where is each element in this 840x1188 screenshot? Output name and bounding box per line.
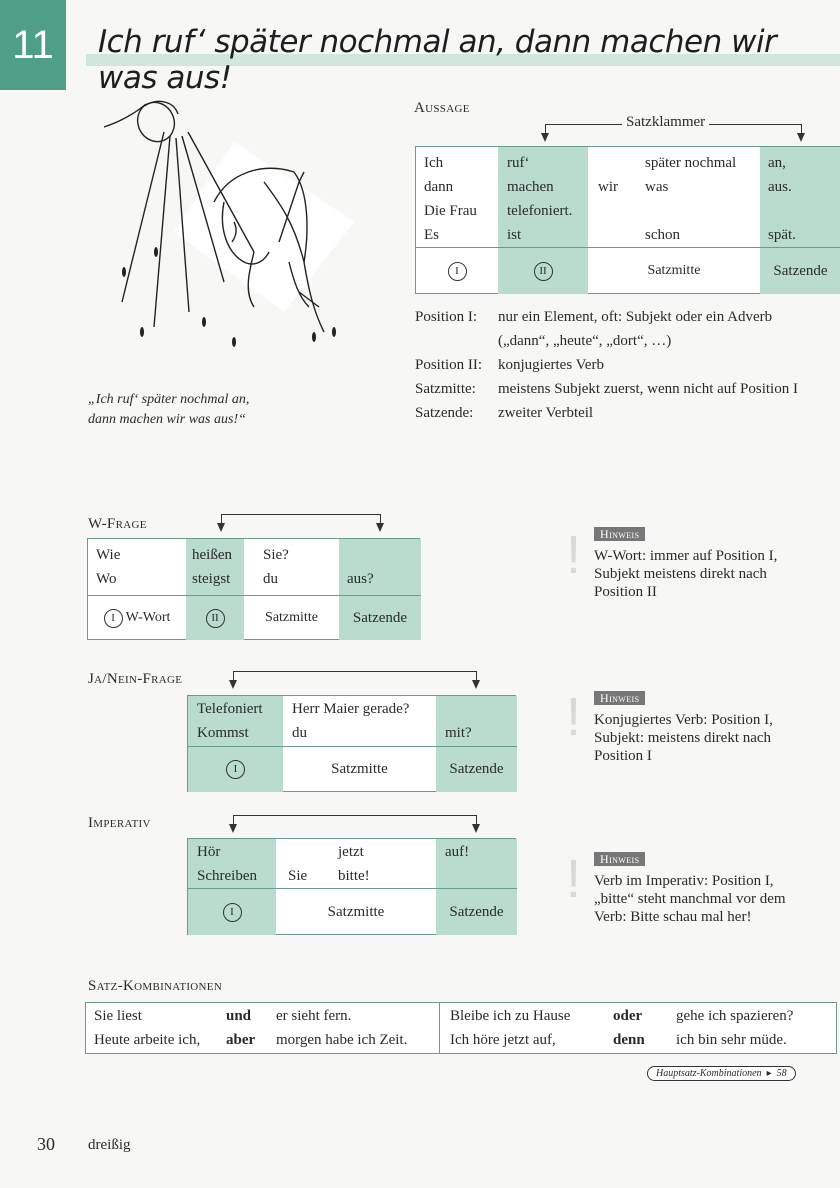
table-cell: aus? bbox=[347, 571, 374, 587]
cross-reference-text: Hauptsatz-Kombinationen bbox=[656, 1068, 762, 1079]
table-cell: Herr Maier gerade? bbox=[292, 701, 410, 717]
wwort-label: W-Wort bbox=[125, 610, 171, 625]
kombi-right-col-3 bbox=[676, 1004, 793, 1052]
note-text: zweiter Verbteil bbox=[498, 405, 594, 421]
janein-label: Ja/Nein-Frage bbox=[88, 671, 183, 687]
wfrage-col-2 bbox=[192, 543, 232, 591]
kombi-left-col-3 bbox=[276, 1004, 407, 1052]
satzmitte-label: Satzmitte bbox=[647, 263, 701, 278]
hinweis-tag: Hinweis bbox=[594, 691, 645, 705]
note-row bbox=[415, 401, 840, 425]
table-cell: Sie liest bbox=[94, 1008, 142, 1024]
table-cell: heißen bbox=[192, 547, 232, 563]
table-cell: schon bbox=[645, 227, 680, 243]
satzklammer-label: Satzklammer bbox=[622, 114, 709, 131]
aussage-col-5 bbox=[768, 151, 796, 247]
table-cell: Hör bbox=[197, 844, 221, 860]
bracket-arrow bbox=[376, 523, 384, 532]
table-cell: Heute arbeite ich, bbox=[94, 1032, 201, 1048]
table-cell: Wo bbox=[96, 571, 117, 587]
hinweis-line: Subjekt: meistens direkt nach bbox=[594, 730, 772, 746]
note-term: Position II: bbox=[415, 357, 483, 373]
table-cell: Wie bbox=[96, 547, 121, 563]
imperativ-col-3 bbox=[338, 840, 370, 888]
cross-reference-page: 58 bbox=[776, 1068, 787, 1079]
wfrage-col-1 bbox=[96, 543, 120, 591]
table-cell: jetzt bbox=[338, 844, 364, 860]
wfrage-table bbox=[87, 538, 420, 640]
position-1-marker: I bbox=[226, 760, 245, 779]
table-cell: telefoniert. bbox=[507, 203, 573, 219]
position-1-marker: I bbox=[223, 903, 242, 922]
table-cell: Sie bbox=[288, 868, 308, 884]
table-cell: spät. bbox=[768, 227, 796, 243]
bracket-arrow bbox=[229, 824, 237, 833]
position-1-marker: I bbox=[104, 609, 123, 628]
hinweis-line: W-Wort: immer auf Position I, bbox=[594, 548, 778, 564]
kombi-left-conj bbox=[226, 1004, 255, 1052]
pos1-footer bbox=[188, 747, 283, 792]
table-cell: was bbox=[645, 179, 669, 195]
janein-col-1 bbox=[197, 697, 263, 745]
janein-bracket bbox=[233, 671, 477, 672]
satzende-label: Satzende bbox=[436, 747, 517, 792]
hinweis-box bbox=[594, 525, 777, 601]
table-cell: Sie? bbox=[263, 547, 289, 563]
kombi-label: Satz-Kombinationen bbox=[88, 978, 223, 994]
table-cell: aber bbox=[226, 1032, 256, 1048]
page-title: Ich ruf‘ später nochmal an, dann machen wir was aus! bbox=[98, 24, 777, 96]
wfrage-label: W-Frage bbox=[88, 516, 147, 532]
empty-cell bbox=[768, 199, 796, 223]
note-row bbox=[415, 377, 840, 401]
table-cell: du bbox=[292, 725, 307, 741]
note-row bbox=[415, 305, 840, 329]
hinweis-tag: Hinweis bbox=[594, 852, 645, 866]
note-row bbox=[415, 353, 840, 377]
empty-cell bbox=[645, 199, 736, 223]
table-cell: Ich höre jetzt auf, bbox=[450, 1032, 556, 1048]
hinweis-line: Konjugiertes Verb: Position I, bbox=[594, 712, 773, 728]
table-cell: und bbox=[226, 1008, 252, 1024]
table-cell: ist bbox=[507, 227, 522, 243]
position-2-marker: II bbox=[534, 262, 553, 281]
hinweis-text bbox=[594, 711, 773, 765]
note-text: konjugiertes Verb bbox=[498, 357, 604, 373]
hinweis-line: Position I bbox=[594, 748, 652, 764]
table-cell: steigst bbox=[192, 571, 231, 587]
exclamation-icon: ! bbox=[566, 849, 582, 909]
table-cell: Telefoniert bbox=[197, 701, 263, 717]
note-term: Satzmitte: bbox=[415, 381, 476, 397]
table-cell: an, bbox=[768, 155, 786, 171]
note-text: nur ein Element, oft: Subjekt oder ein Adverb bbox=[498, 309, 773, 325]
table-cell: denn bbox=[613, 1032, 645, 1048]
note-term: Position I: bbox=[415, 309, 478, 325]
chapter-number: 11 bbox=[0, 0, 66, 90]
position-2-marker: II bbox=[206, 609, 225, 628]
table-cell: ruf‘ bbox=[507, 155, 530, 171]
pos1-footer bbox=[188, 889, 276, 935]
page-number: 30 bbox=[37, 1134, 55, 1154]
aussage-notes bbox=[415, 305, 840, 425]
cross-reference-link[interactable] bbox=[647, 1066, 796, 1081]
hinweis-line: Subjekt meistens direkt nach bbox=[594, 566, 767, 582]
hinweis-box bbox=[594, 850, 786, 926]
position-1-marker: I bbox=[448, 262, 467, 281]
table-cell: Es bbox=[424, 227, 439, 243]
kombi-table bbox=[85, 1002, 837, 1054]
page-number-word: dreißig bbox=[88, 1137, 131, 1153]
table-cell: auf! bbox=[445, 844, 470, 860]
table-cell: aus. bbox=[768, 179, 792, 195]
pos1-footer bbox=[416, 248, 498, 294]
imperativ-bracket bbox=[233, 815, 477, 816]
hinweis-line: Verb im Imperativ: Position I, bbox=[594, 873, 774, 889]
bracket-arrow bbox=[472, 824, 480, 833]
table-cell: Schreiben bbox=[197, 868, 257, 884]
wfrage-col-3 bbox=[263, 543, 289, 591]
imperativ-table bbox=[187, 838, 516, 935]
table-cell: bitte! bbox=[338, 868, 370, 884]
table-cell: ich bin sehr müde. bbox=[676, 1032, 787, 1048]
note-text: meistens Subjekt zuerst, wenn nicht auf Position I bbox=[498, 381, 798, 397]
bracket-right-arrow bbox=[797, 133, 805, 142]
table-cell: er sieht fern. bbox=[276, 1008, 352, 1024]
pos2-footer bbox=[186, 596, 244, 640]
satzmitte-label: Satzmitte bbox=[327, 903, 385, 920]
caption-line-2: dann machen wir was aus!“ bbox=[88, 412, 246, 427]
wfrage-bracket bbox=[221, 514, 381, 515]
table-cell: Ich bbox=[424, 155, 444, 171]
table-cell: Bleibe ich zu Hause bbox=[450, 1008, 571, 1024]
satzmitte-label: Satzmitte bbox=[331, 761, 388, 777]
exclamation-icon: ! bbox=[566, 687, 582, 747]
hinweis-line: Verb: Bitte schau mal her! bbox=[594, 909, 752, 925]
table-cell: Kommst bbox=[197, 725, 249, 741]
satzmitte-label: Satzmitte bbox=[265, 610, 318, 625]
table-cell: machen bbox=[507, 179, 554, 195]
imperativ-col-1 bbox=[197, 840, 257, 888]
table-cell: Die Frau bbox=[424, 203, 477, 219]
shower-phone-illustration bbox=[104, 92, 362, 354]
kombi-divider bbox=[439, 1003, 440, 1053]
hinweis-line: „bitte“ steht manchmal vor dem bbox=[594, 891, 786, 907]
satzende-label: Satzende bbox=[339, 596, 421, 640]
table-cell: dann bbox=[424, 179, 454, 195]
hinweis-text bbox=[594, 872, 786, 926]
hinweis-text bbox=[594, 547, 777, 601]
note-term: Satzende: bbox=[415, 405, 474, 421]
table-cell: du bbox=[263, 571, 278, 587]
table-cell: später nochmal bbox=[645, 155, 737, 171]
satzende-label: Satzende bbox=[436, 889, 517, 935]
janein-col-2 bbox=[292, 697, 409, 745]
bracket-arrow bbox=[229, 680, 237, 689]
illustration-caption bbox=[88, 390, 249, 430]
hinweis-box bbox=[594, 689, 773, 765]
aussage-col-4 bbox=[645, 151, 736, 247]
arrow-right-icon: ▸ bbox=[766, 1068, 772, 1079]
kombi-left-col-1 bbox=[94, 1004, 200, 1052]
imperativ-label: Imperativ bbox=[88, 815, 151, 831]
table-cell: gehe ich spazieren? bbox=[676, 1008, 794, 1024]
aussage-col-1 bbox=[424, 151, 477, 247]
pos2-footer bbox=[498, 248, 588, 294]
caption-line-1: „Ich ruf‘ später nochmal an, bbox=[88, 392, 250, 407]
table-cell: oder bbox=[613, 1008, 643, 1024]
janein-table bbox=[187, 695, 516, 792]
pos1-footer bbox=[88, 596, 186, 640]
bracket-left-arrow bbox=[541, 133, 549, 142]
aussage-label: Aussage bbox=[414, 100, 470, 116]
satzende-label: Satzende bbox=[760, 248, 840, 294]
kombi-right-col-1 bbox=[450, 1004, 570, 1052]
bracket-arrow bbox=[472, 680, 480, 689]
table-cell: mit? bbox=[445, 725, 472, 741]
aussage-table bbox=[415, 146, 840, 294]
table-cell: wir bbox=[598, 179, 618, 195]
table-cell: morgen habe ich Zeit. bbox=[276, 1032, 408, 1048]
note-text: („dann“, „heute“, „dort“, …) bbox=[498, 333, 672, 349]
bracket-arrow bbox=[217, 523, 225, 532]
aussage-col-2 bbox=[507, 151, 572, 247]
kombi-right-conj bbox=[613, 1004, 645, 1052]
hinweis-line: Position II bbox=[594, 584, 657, 600]
hinweis-tag: Hinweis bbox=[594, 527, 645, 541]
exclamation-icon: ! bbox=[566, 525, 582, 585]
